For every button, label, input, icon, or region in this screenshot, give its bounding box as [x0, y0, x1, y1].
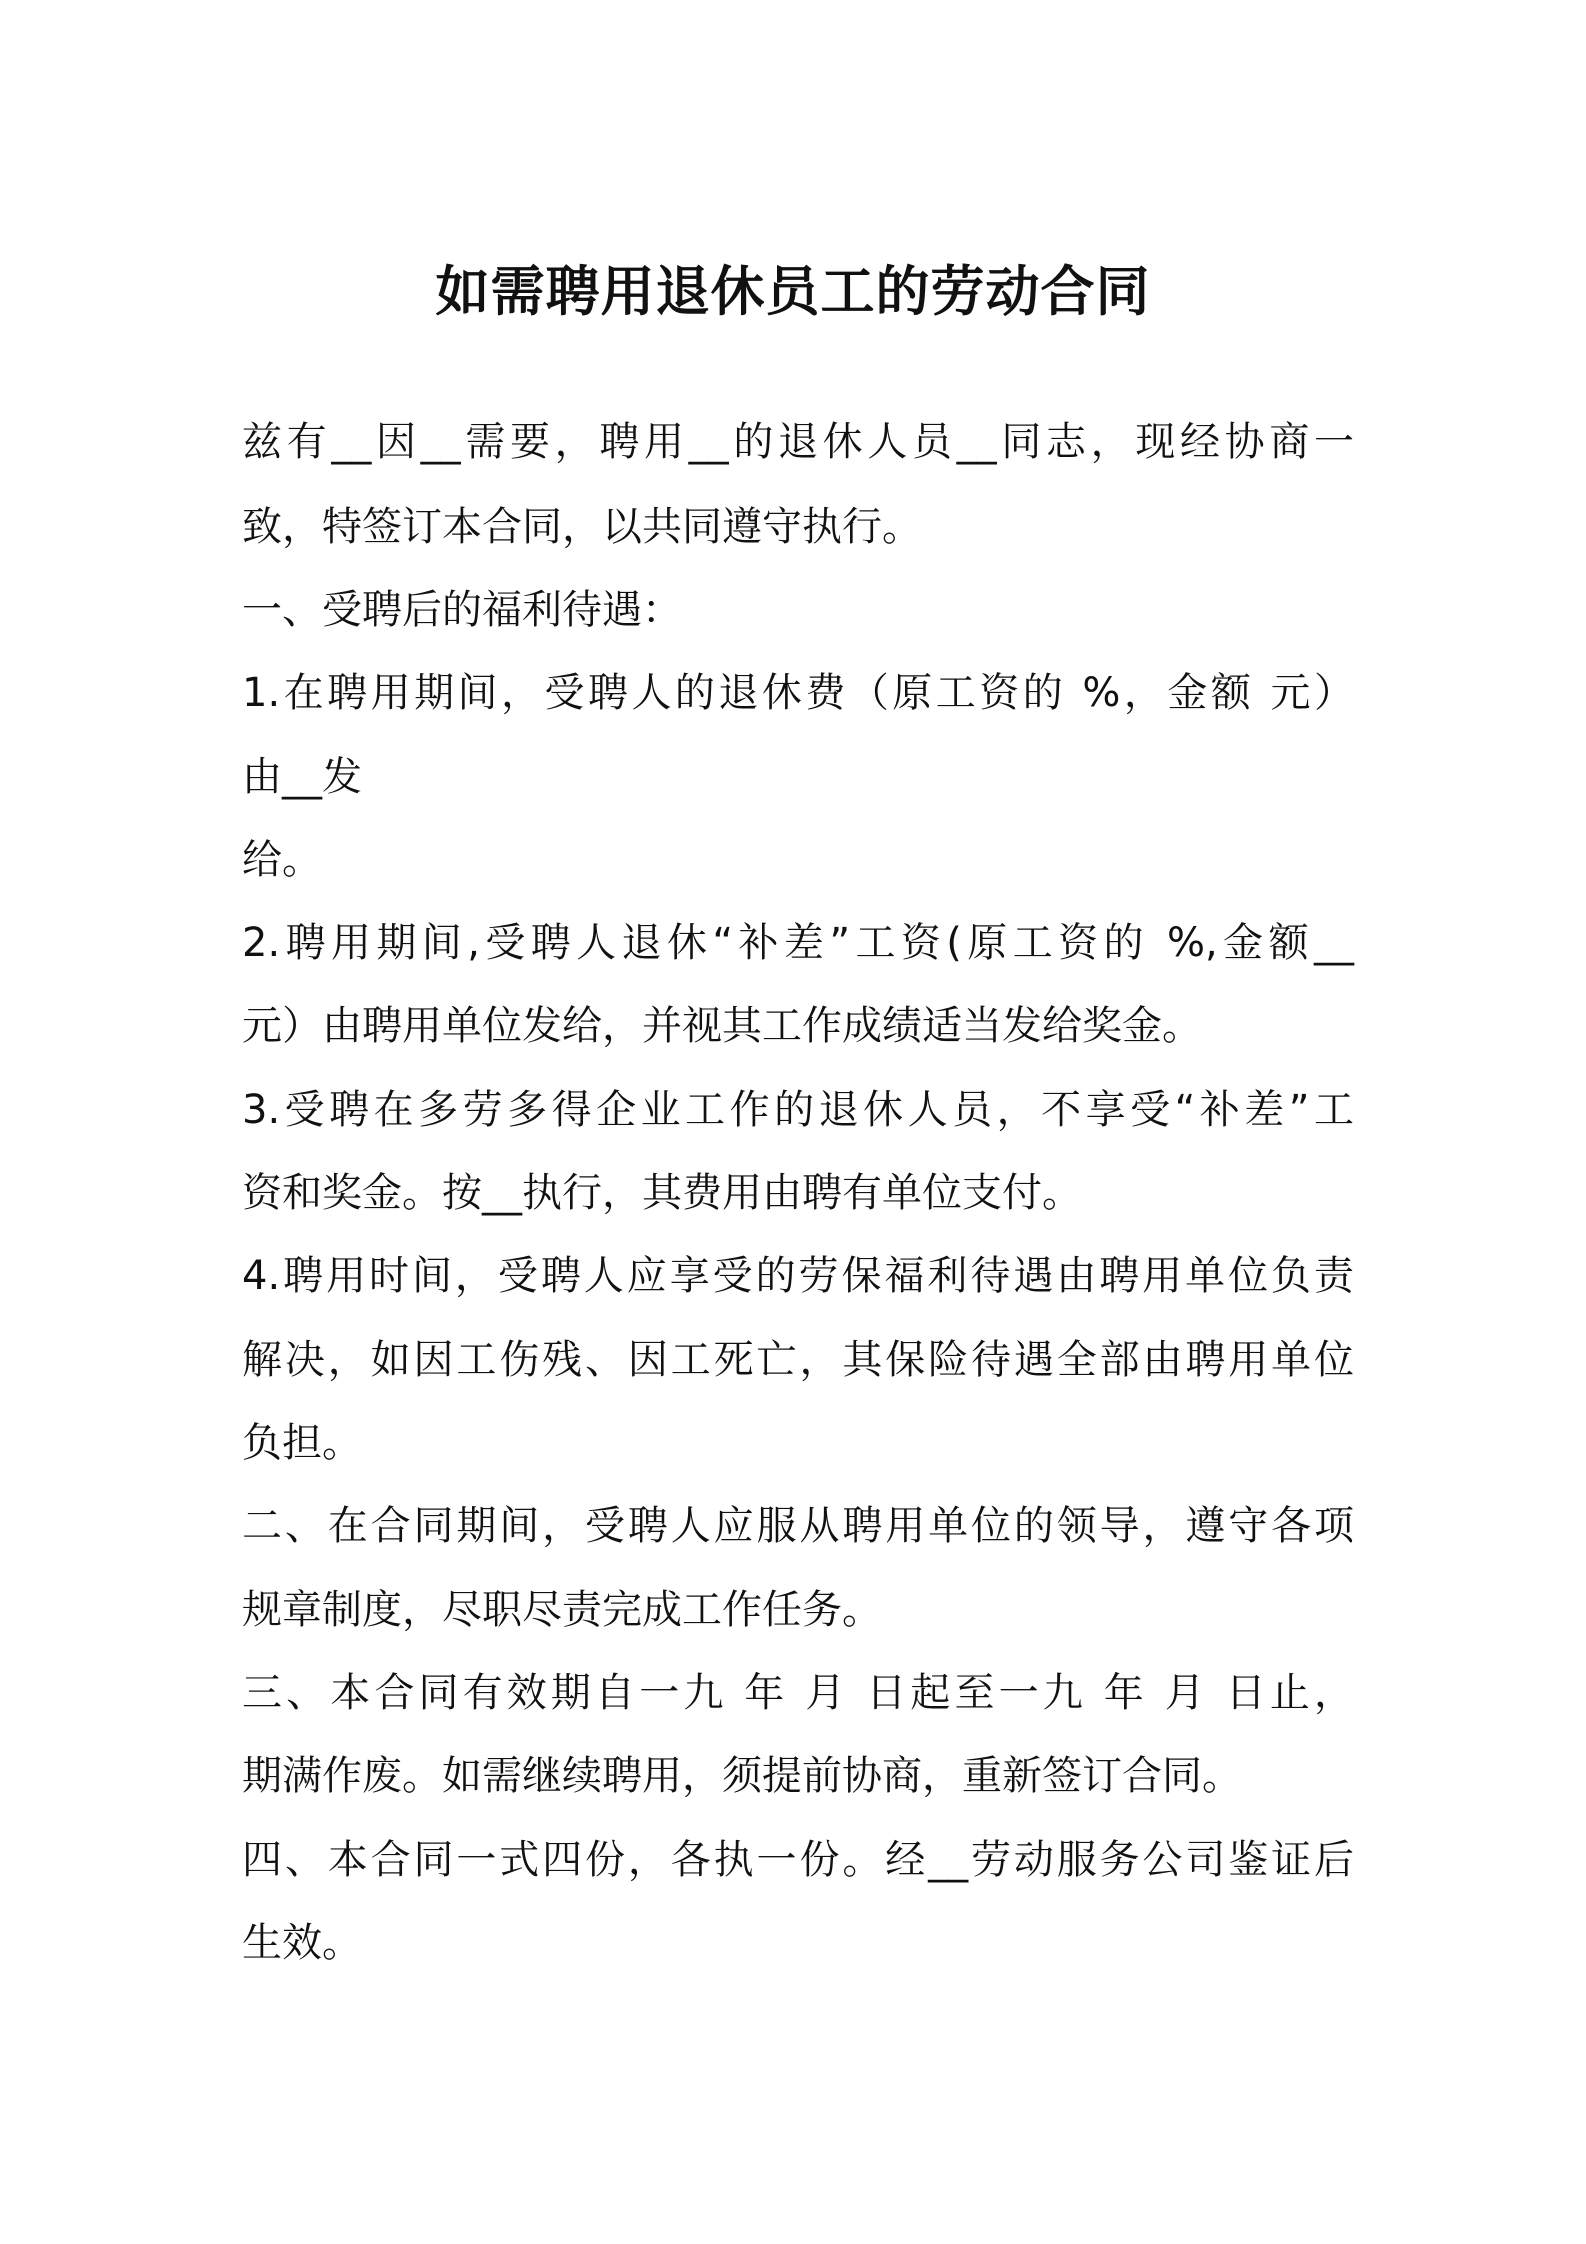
document-title: 如需聘用退休员工的劳动合同 [435, 260, 1151, 323]
paragraph-line-5: 由__发 [242, 754, 362, 800]
paragraph-line-13: 负担。 [242, 1420, 362, 1466]
paragraph-line-17: 期满作废。如需继续聘用，须提前协商，重新签订合同。 [242, 1753, 1242, 1799]
paragraph-line-7: 2.聘用期间,受聘人退休“补差”工资(原工资的 %,金额__ [242, 920, 1354, 966]
paragraph-line-4: 1.在聘用期间，受聘人的退休费（原工资的 %，金额 元） [242, 670, 1354, 716]
paragraph-line-1: 兹有__因__需要，聘用__的退休人员__同志，现经协商一 [242, 419, 1354, 465]
paragraph-line-12: 解决，如因工伤残、因工死亡，其保险待遇全部由聘用单位 [242, 1337, 1354, 1383]
paragraph-line-6: 给。 [242, 837, 322, 883]
paragraph-line-10: 资和奖金。按__执行，其费用由聘有单位支付。 [242, 1170, 1082, 1216]
paragraph-line-15: 规章制度，尽职尽责完成工作任务。 [242, 1587, 882, 1633]
paragraph-line-19: 生效。 [242, 1920, 362, 1966]
paragraph-line-11: 4.聘用时间，受聘人应享受的劳保福利待遇由聘用单位负责 [242, 1253, 1354, 1299]
paragraph-line-2: 致，特签订本合同，以共同遵守执行。 [242, 504, 922, 550]
paragraph-line-8: 元）由聘用单位发给，并视其工作成绩适当发给奖金。 [242, 1003, 1202, 1049]
paragraph-line-9: 3.受聘在多劳多得企业工作的退休人员，不享受“补差”工 [242, 1087, 1354, 1133]
section-heading-4: 四、本合同一式四份，各执一份。经__劳动服务公司鉴证后 [242, 1837, 1354, 1883]
section-heading-1: 一、受聘后的福利待遇： [242, 587, 682, 633]
section-heading-3: 三、本合同有效期自一九 年 月 日起至一九 年 月 日止， [242, 1670, 1354, 1716]
section-heading-2: 二、在合同期间，受聘人应服从聘用单位的领导，遵守各项 [242, 1503, 1354, 1549]
